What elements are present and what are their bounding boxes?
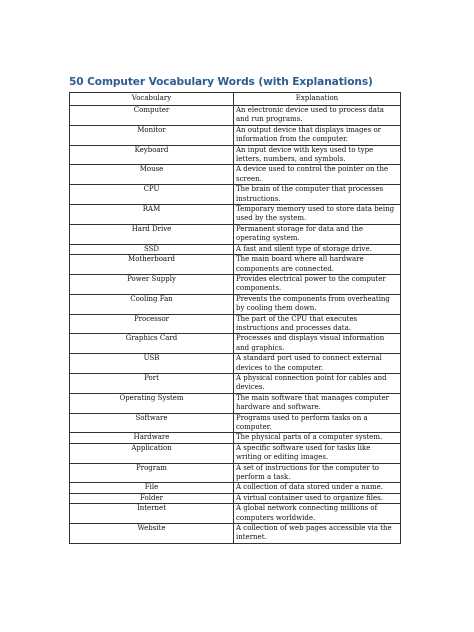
- term-explanation: An electronic device used to process data and run programs.: [234, 106, 401, 126]
- vocabulary-term: Monitor: [70, 125, 234, 145]
- term-explanation: Prevents the components from overheating by cooling them down.: [234, 294, 401, 314]
- vocabulary-term: Computer: [70, 106, 234, 126]
- vocabulary-term: SSD: [70, 244, 234, 254]
- table-row: [70, 165, 401, 185]
- table-header-row: [70, 93, 401, 106]
- vocabulary-term: CPU: [70, 185, 234, 205]
- table-row: [70, 354, 401, 374]
- table-row: [70, 334, 401, 354]
- vocabulary-term: RAM: [70, 205, 234, 225]
- vocabulary-term: Graphics Card: [70, 334, 234, 354]
- term-explanation: Processes and displays visual information and graphics.: [234, 334, 401, 354]
- document-title: 50 Computer Vocabulary Words (with Explanations): [69, 76, 373, 88]
- term-explanation: Temporary memory used to store data being used by the system.: [234, 205, 401, 225]
- term-explanation: The main software that manages computer hardware and software.: [234, 393, 401, 413]
- table-row: [70, 205, 401, 225]
- vocabulary-term: Software: [70, 413, 234, 433]
- table-row: [70, 433, 401, 443]
- term-explanation: An input device with keys used to type letters, numbers, and symbols.: [234, 145, 401, 165]
- vocabulary-term: Processor: [70, 314, 234, 334]
- table-row: [70, 504, 401, 524]
- term-explanation: An output device that displays images or information from the computer.: [234, 125, 401, 145]
- term-explanation: Provides electrical power to the computer components.: [234, 274, 401, 294]
- term-explanation: A device used to control the pointer on the screen.: [234, 165, 401, 185]
- vocabulary-term: Application: [70, 443, 234, 463]
- vocabulary-term: Internet: [70, 504, 234, 524]
- term-explanation: A physical connection point for cables and devices.: [234, 373, 401, 393]
- term-explanation: Permanent storage for data and the operating system.: [234, 224, 401, 244]
- vocabulary-term: Operating System: [70, 393, 234, 413]
- term-explanation: A virtual container used to organize files.: [234, 493, 401, 503]
- explanation-column-header: Explanation: [234, 93, 401, 106]
- term-explanation: A specific software used for tasks like writing or editing images.: [234, 443, 401, 463]
- table-row: [70, 443, 401, 463]
- vocabulary-term: USB: [70, 354, 234, 374]
- table-row: [70, 125, 401, 145]
- term-explanation: A fast and silent type of storage drive.: [234, 244, 401, 254]
- table-row: [70, 483, 401, 493]
- term-explanation: The physical parts of a computer system.: [234, 433, 401, 443]
- table-row: [70, 294, 401, 314]
- table-row: [70, 413, 401, 433]
- term-explanation: A collection of web pages accessible via the internet.: [234, 524, 401, 544]
- table-row: [70, 463, 401, 483]
- vocabulary-term: Hardware: [70, 433, 234, 443]
- table-row: [70, 274, 401, 294]
- term-explanation: The main board where all hardware components are connected.: [234, 255, 401, 275]
- vocabulary-term: Hard Drive: [70, 224, 234, 244]
- vocabulary-term: File: [70, 483, 234, 493]
- vocabulary-term: Power Supply: [70, 274, 234, 294]
- vocabulary-term: Folder: [70, 493, 234, 503]
- vocabulary-term: Program: [70, 463, 234, 483]
- table-row: [70, 255, 401, 275]
- term-explanation: A collection of data stored under a name.: [234, 483, 401, 493]
- vocabulary-term: Cooling Fan: [70, 294, 234, 314]
- term-explanation: The brain of the computer that processes instructions.: [234, 185, 401, 205]
- term-explanation: A global network connecting millions of computers worldwide.: [234, 504, 401, 524]
- table-row: [70, 314, 401, 334]
- vocabulary-term: Motherboard: [70, 255, 234, 275]
- term-explanation: A set of instructions for the computer to perform a task.: [234, 463, 401, 483]
- vocabulary-term: Keyboard: [70, 145, 234, 165]
- vocabulary-column-header: Vocabulary: [70, 93, 234, 106]
- vocabulary-term: Website: [70, 524, 234, 544]
- table-row: [70, 493, 401, 503]
- table-row: [70, 185, 401, 205]
- vocabulary-term: Port: [70, 373, 234, 393]
- table-row: [70, 393, 401, 413]
- vocabulary-term: Mouse: [70, 165, 234, 185]
- table-row: [70, 224, 401, 244]
- table-row: [70, 106, 401, 126]
- table-row: [70, 373, 401, 393]
- term-explanation: The part of the CPU that executes instructions and processes data.: [234, 314, 401, 334]
- term-explanation: A standard port used to connect external devices to the computer.: [234, 354, 401, 374]
- term-explanation: Programs used to perform tasks on a computer.: [234, 413, 401, 433]
- table-row: [70, 524, 401, 544]
- table-row: [70, 244, 401, 254]
- vocabulary-table: [69, 92, 401, 544]
- table-row: [70, 145, 401, 165]
- table-body: [70, 106, 401, 544]
